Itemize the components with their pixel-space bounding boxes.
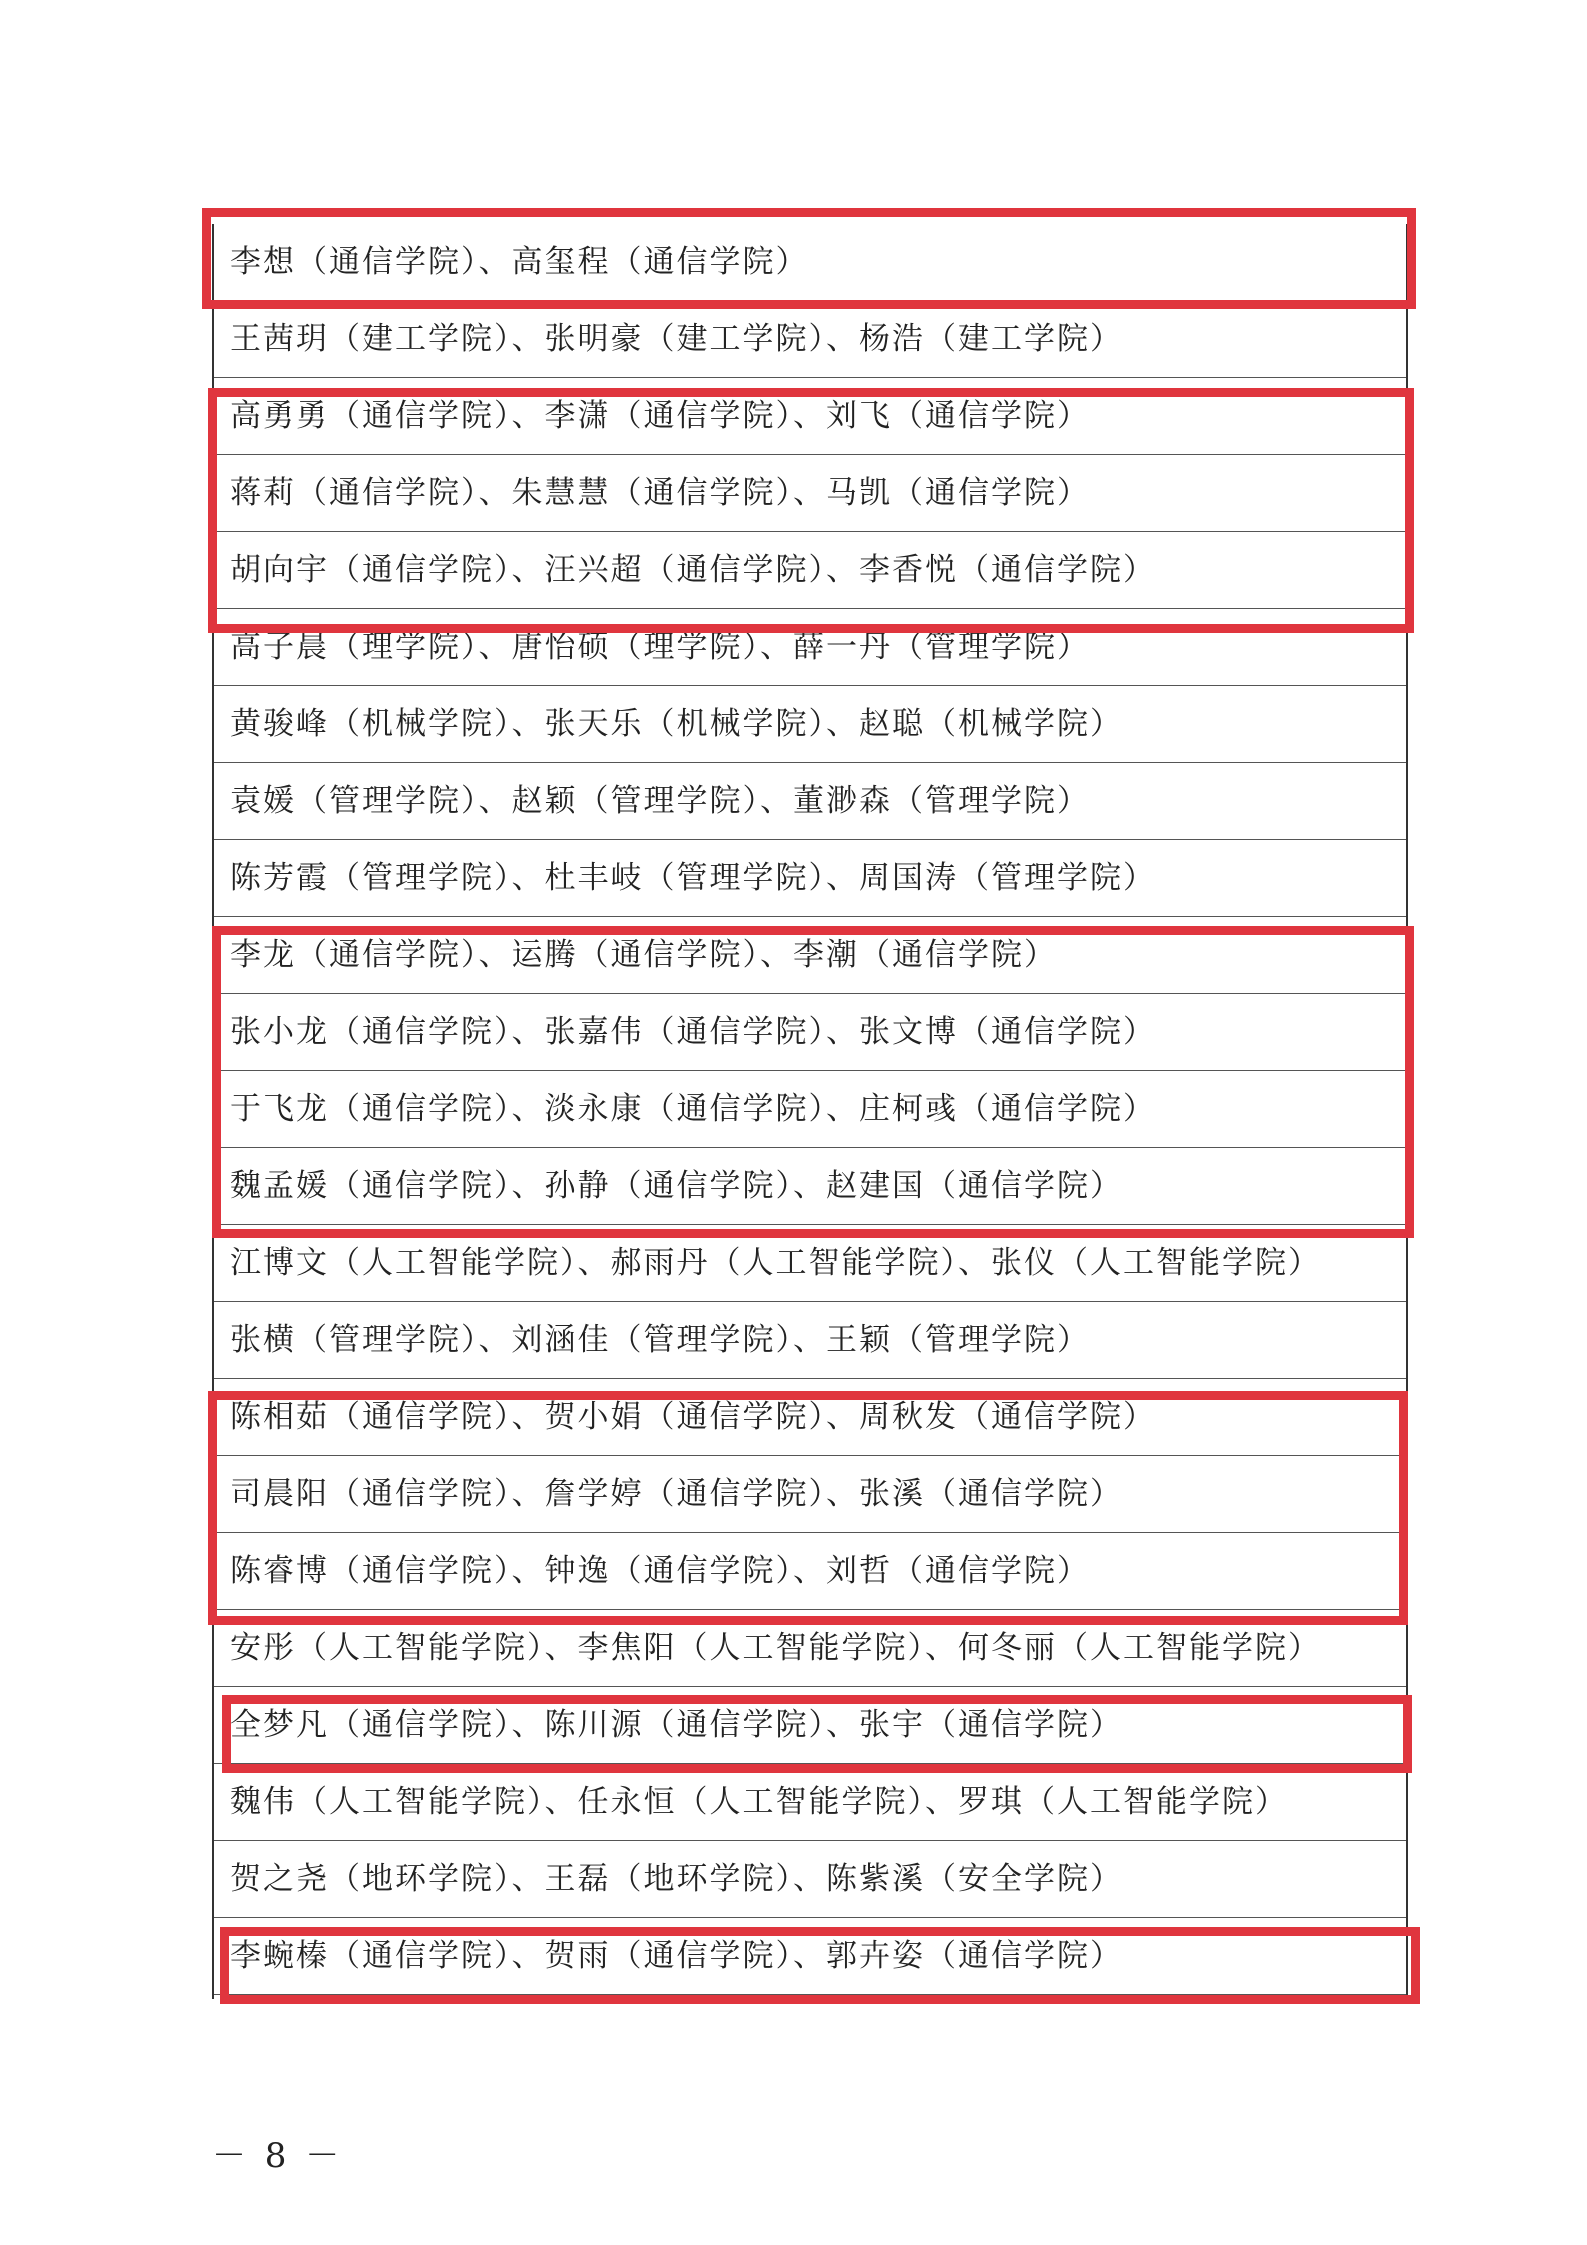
- table-row: [214, 1071, 1406, 1148]
- table-row: [214, 1764, 1406, 1841]
- table-row: [214, 994, 1406, 1071]
- row-text: 胡向宇（通信学院）、汪兴超（通信学院）、李香悦（通信学院）: [230, 552, 1156, 588]
- table-row: [214, 609, 1406, 686]
- table-row: [214, 1302, 1406, 1379]
- row-text: 魏孟媛（通信学院）、孙静（通信学院）、赵建国（通信学院）: [230, 1168, 1123, 1204]
- table-row: [214, 1841, 1406, 1918]
- row-text: 江博文（人工智能学院）、郝雨丹（人工智能学院）、张仪（人工智能学院）: [230, 1245, 1321, 1281]
- row-text: 魏伟（人工智能学院）、任永恒（人工智能学院）、罗琪（人工智能学院）: [230, 1784, 1288, 1820]
- row-text: 高子晨（理学院）、唐怡硕（理学院）、薛一丹（管理学院）: [230, 629, 1090, 665]
- page-number: － 8 －: [212, 2136, 344, 2176]
- name-list-table: [212, 224, 1408, 1999]
- table-row: [214, 686, 1406, 763]
- row-text: 陈相茹（通信学院）、贺小娟（通信学院）、周秋发（通信学院）: [230, 1399, 1156, 1435]
- row-text: 李想（通信学院）、高玺程（通信学院）: [230, 244, 809, 280]
- row-text: 李蜿榛（通信学院）、贺雨（通信学院）、郭卉姿（通信学院）: [230, 1938, 1123, 1974]
- row-text: 黄骏峰（机械学院）、张天乐（机械学院）、赵聪（机械学院）: [230, 706, 1123, 742]
- row-text: 于飞龙（通信学院）、淡永康（通信学院）、庄柯彧（通信学院）: [230, 1091, 1156, 1127]
- table-row: [214, 224, 1406, 301]
- table-row: [214, 1918, 1406, 1995]
- table-row: [214, 1148, 1406, 1225]
- table-row: [214, 917, 1406, 994]
- table-row: [214, 532, 1406, 609]
- row-text: 王茜玥（建工学院）、张明豪（建工学院）、杨浩（建工学院）: [230, 321, 1123, 357]
- table-row: [214, 763, 1406, 840]
- row-text: 贺之尧（地环学院）、王磊（地环学院）、陈紫溪（安全学院）: [230, 1861, 1123, 1897]
- row-text: 袁媛（管理学院）、赵颖（管理学院）、董渺森（管理学院）: [230, 783, 1090, 819]
- table-row: [214, 1533, 1406, 1610]
- row-text: 张横（管理学院）、刘涵佳（管理学院）、王颖（管理学院）: [230, 1322, 1090, 1358]
- row-text: 蒋莉（通信学院）、朱慧慧（通信学院）、马凯（通信学院）: [230, 475, 1090, 511]
- table-row: [214, 455, 1406, 532]
- row-text: 张小龙（通信学院）、张嘉伟（通信学院）、张文博（通信学院）: [230, 1014, 1156, 1050]
- row-text: 安彤（人工智能学院）、李焦阳（人工智能学院）、何冬丽（人工智能学院）: [230, 1630, 1321, 1666]
- table-row: [214, 1456, 1406, 1533]
- row-text: 高勇勇（通信学院）、李潇（通信学院）、刘飞（通信学院）: [230, 398, 1090, 434]
- row-text: 全梦凡（通信学院）、陈川源（通信学院）、张宇（通信学院）: [230, 1707, 1123, 1743]
- table-row: [214, 1687, 1406, 1764]
- table-row: [214, 378, 1406, 455]
- row-text: 司晨阳（通信学院）、詹学婷（通信学院）、张溪（通信学院）: [230, 1476, 1123, 1512]
- table-row: [214, 840, 1406, 917]
- row-text: 李龙（通信学院）、运腾（通信学院）、李潮（通信学院）: [230, 937, 1057, 973]
- row-text: 陈芳霞（管理学院）、杜丰岐（管理学院）、周国涛（管理学院）: [230, 860, 1156, 896]
- row-text: 陈睿博（通信学院）、钟逸（通信学院）、刘哲（通信学院）: [230, 1553, 1090, 1589]
- table-row: [214, 1225, 1406, 1302]
- table-row: [214, 301, 1406, 378]
- table-row: [214, 1379, 1406, 1456]
- table-row: [214, 1610, 1406, 1687]
